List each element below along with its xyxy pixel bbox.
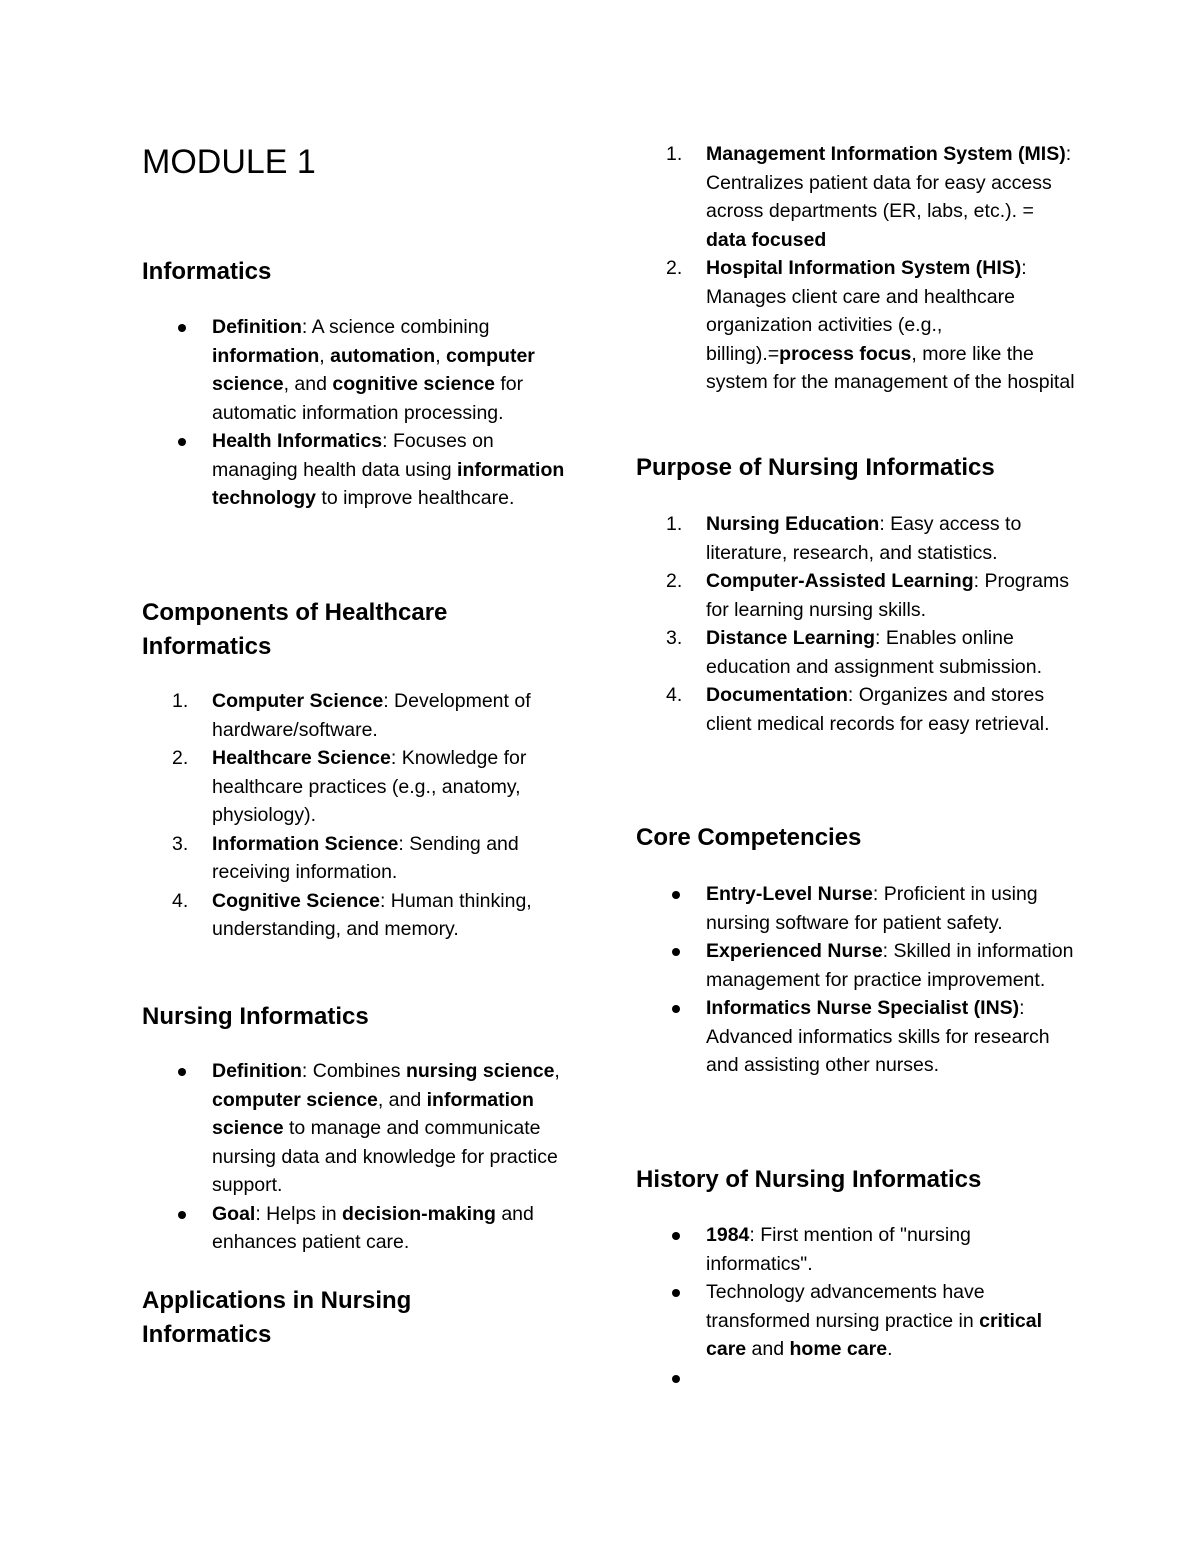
heading-nursing-informatics: Nursing Informatics <box>142 1003 369 1030</box>
list-item: Definition: Combines nursing science, computer science, and information science to manage and communicate nursing data and knowledge for practice support. <box>142 1057 582 1200</box>
bullet-icon <box>178 1211 186 1219</box>
heading-informatics: Informatics <box>142 258 272 285</box>
heading-components: Components of Healthcare Informatics <box>142 599 448 660</box>
list-item: 2. Hospital Information System (HIS): Manages client care and healthcare organization activities (e.g., billing).=process focus, more like the system for the management of the hospital <box>666 257 1075 393</box>
page-title: MODULE 1 <box>142 143 316 181</box>
list-item-empty <box>636 1364 1076 1393</box>
bullet-icon <box>672 1375 680 1383</box>
list-item: Definition: A science combining information, automation, computer science, and cognitive science for automatic information processing. <box>142 313 582 427</box>
history-list <box>636 1221 1076 1392</box>
informatics-list <box>142 313 582 513</box>
bullet-icon <box>672 1289 680 1297</box>
list-item: 1. Management Information System (MIS): Centralizes patient data for easy access across departments (ER, labs, etc.). = data focused <box>666 143 1072 251</box>
list-item: 3. Information Science: Sending and receiving information. <box>172 832 519 883</box>
list-item: 1984: First mention of "nursing informatics". <box>636 1221 1076 1278</box>
list-item: Technology advancements have transformed nursing practice in critical care and home care. <box>636 1278 1076 1364</box>
list-item: 1. Nursing Education: Easy access to literature, research, and statistics. <box>666 513 1022 564</box>
heading-history: History of Nursing Informatics <box>636 1166 982 1193</box>
bullet-icon <box>178 324 186 332</box>
core-competencies-list <box>636 880 1076 1080</box>
components-list <box>142 687 582 944</box>
list-item: 3. Distance Learning: Enables online education and assignment submission. <box>666 627 1043 678</box>
purpose-list <box>636 510 1076 738</box>
list-item: Health Informatics: Focuses on managing health data using information technology to improve healthcare. <box>142 427 582 513</box>
list-item: Goal: Helps in decision-making and enhances patient care. <box>142 1200 582 1257</box>
list-item: Informatics Nurse Specialist (INS): Advanced informatics skills for research and assisting other nurses. <box>636 994 1076 1080</box>
nursing-informatics-list <box>142 1057 582 1257</box>
list-item: 4. Documentation: Organizes and stores client medical records for easy retrieval. <box>666 684 1050 735</box>
applications-list <box>636 140 1076 397</box>
bullet-icon <box>672 891 680 899</box>
bullet-icon <box>672 1005 680 1013</box>
bullet-icon <box>178 1068 186 1076</box>
bullet-icon <box>672 1232 680 1240</box>
bullet-icon <box>672 948 680 956</box>
heading-core-competencies: Core Competencies <box>636 824 862 851</box>
heading-purpose: Purpose of Nursing Informatics <box>636 454 995 481</box>
list-item: 1. Computer Science: Development of hardware/software. <box>172 690 531 741</box>
list-item: Entry-Level Nurse: Proficient in using nursing software for patient safety. <box>636 880 1076 937</box>
bullet-icon <box>178 438 186 446</box>
list-item: 2. Healthcare Science: Knowledge for healthcare practices (e.g., anatomy, physiology). <box>172 747 527 826</box>
list-item: 2. Computer-Assisted Learning: Programs for learning nursing skills. <box>666 570 1069 621</box>
list-item: 4. Cognitive Science: Human thinking, understanding, and memory. <box>172 889 532 940</box>
list-item: Experienced Nurse: Skilled in information management for practice improvement. <box>636 937 1076 994</box>
heading-applications: Applications in Nursing Informatics <box>142 1287 412 1348</box>
